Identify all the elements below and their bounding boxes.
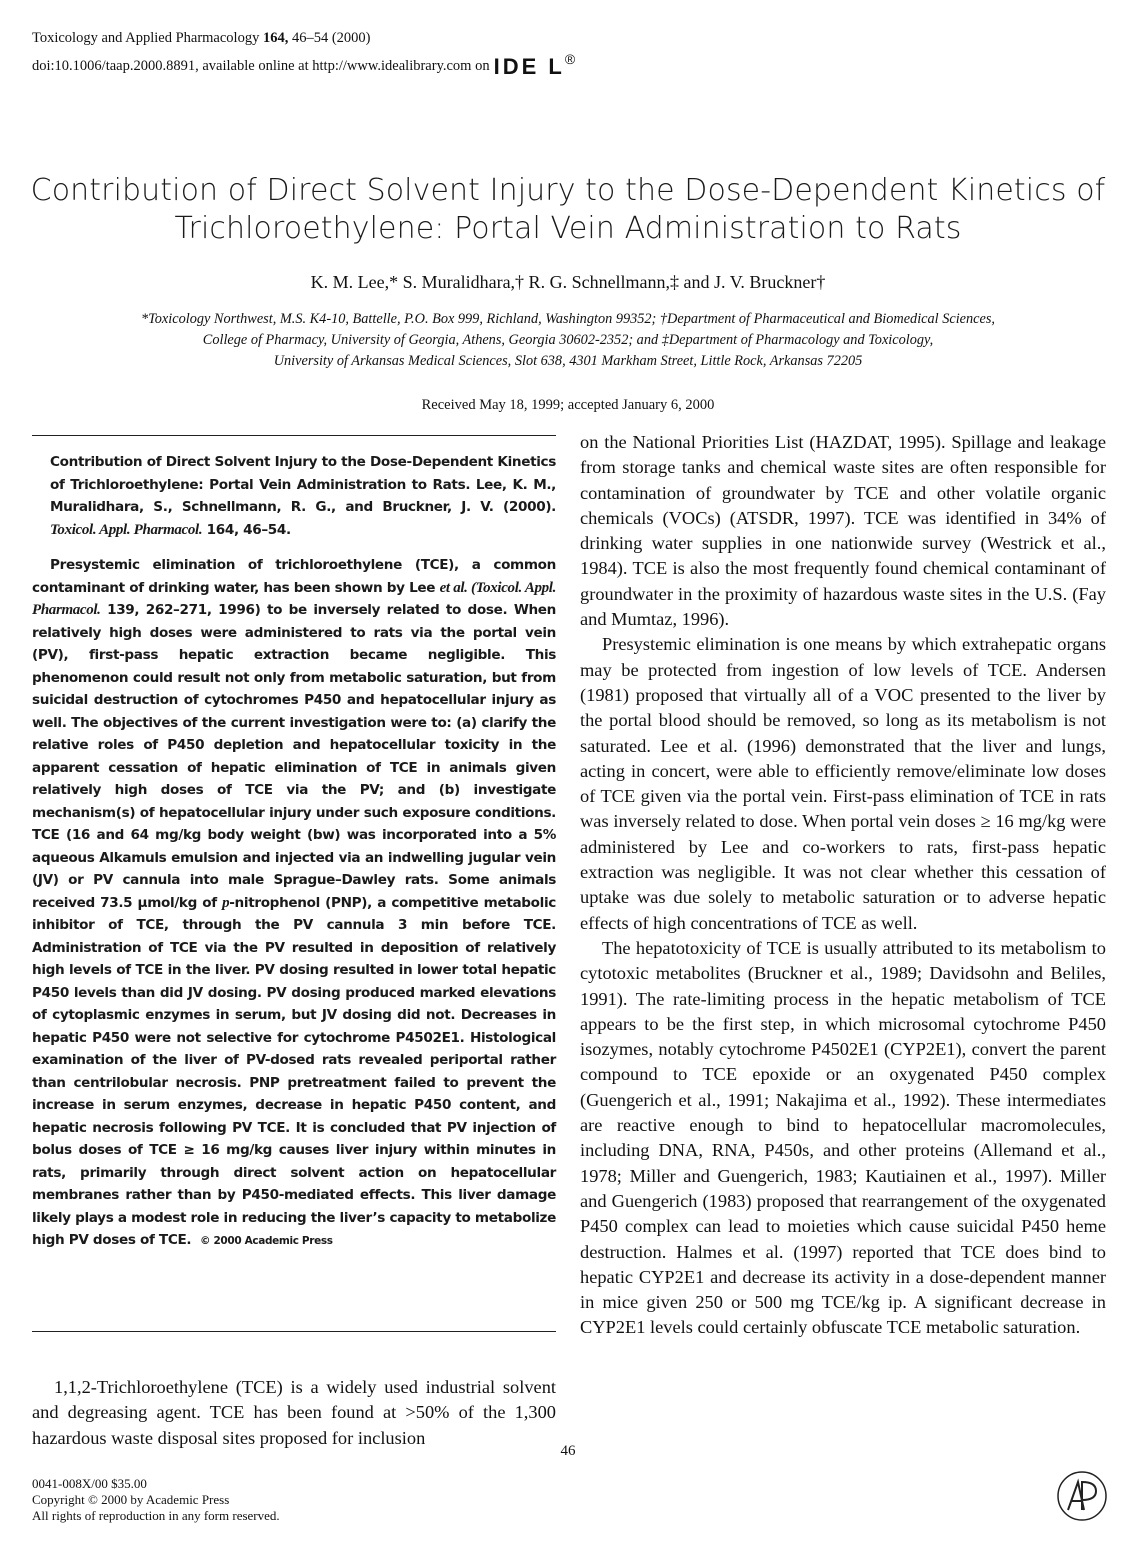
received-dates: Received May 18, 1999; accepted January 6, 2000 bbox=[421, 397, 715, 413]
right-column-text bbox=[580, 430, 1106, 1341]
abstract-copyright: © 2000 Academic Press bbox=[200, 1235, 333, 1247]
intro-paragraph-left: 1,1,2-Trichloroethylene (TCE) is a widely used industrial solvent and degreasing agent. TCE has been found at >50% of the 1,300 hazardous waste disposal sites proposed for inclusion bbox=[32, 1377, 556, 1448]
author-list: K. M. Lee,* S. Muralidhara,† R. G. Schnellmann,‡ and J. V. Bruckner† bbox=[310, 272, 826, 292]
doi-line: doi:10.1006/taap.2000.8891, available online at http://www.idealibrary.com on IDE L® bbox=[32, 51, 576, 79]
abstract-citation: Contribution of Direct Solvent Injury to the Dose-Dependent Kinetics of Trichloroethylene: Portal Vein Administration to Rats. Lee, K. M., Muralidhara, S., Schnellmann, R. G., and Bruckner, J. V. (2000). Toxicol. Appl. Pharmacol. 164, 46–54. bbox=[50, 454, 556, 538]
article-title bbox=[0, 172, 1136, 248]
copyright-line: Copyright © 2000 by Academic Press bbox=[32, 1492, 230, 1507]
copyright-footer bbox=[32, 1476, 280, 1524]
academic-press-logo-icon bbox=[1056, 1470, 1108, 1527]
page-number: 46 bbox=[560, 1443, 576, 1459]
ideal-logo-icon: IDE L® bbox=[493, 51, 576, 79]
affiliations bbox=[0, 309, 1136, 372]
journal-abbrev: Toxicol. Appl. Pharmacol. bbox=[50, 521, 203, 538]
issn-price: 0041-008X/00 $35.00 bbox=[32, 1476, 147, 1491]
right-paragraph-1: on the National Priorities List (HAZDAT, 1995). Spillage and leakage from storage tanks and chemical waste sites are often responsible for contamination of groundwater by TCE and other volatile organic chemicals (VOCs) (ATSDR, 1997). TCE was identified in 34% of drinking water supplies in one nationwide survey (Westrick et al., 1984). TCE is also the most frequently found chemical contaminant of groundwater in the proximity of hazardous waste sites in the U.S. (Fay and Mumtaz, 1996). bbox=[580, 432, 1106, 630]
affiliation-line-2: College of Pharmacy, University of Georgia, Athens, Georgia 30602-2352; and ‡Department of Pharmacology and Toxicology, bbox=[202, 332, 934, 348]
title-line-1: Contribution of Direct Solvent Injury to the Dose-Dependent Kinetics of bbox=[30, 173, 1106, 208]
journal-header bbox=[32, 28, 732, 77]
title-line-2: Trichloroethylene: Portal Vein Administration to Rats bbox=[174, 211, 962, 246]
journal-volume: 164, bbox=[262, 30, 289, 46]
right-paragraph-3: The hepatotoxicity of TCE is usually attributed to its metabolism to cytotoxic metabolites (Bruckner et al., 1989; Davidsohn and Beliles, 1991). The rate-limiting process in the hepatic metabolism of TCE appears to be the first step, in which microsomal cytochrome P450 isozymes, notably cytochrome P4502E1 (CYP2E1), convert the parent compound to TCE epoxide or an oxygenated P450 complex (Guengerich et al., 1991; Nakajima et al., 1992). These intermediates are reactive enough to bind to hepatocellular macromolecules, including DNA, RNA, P450s, and other proteins (Allemand et al., 1978; Miller and Guengerich, 1983; Kautiainen et al., 1997). Miller and Guengerich (1983) proposed that rearrangement of the oxygenated P450 complex can lead to moieties which cause suicidal P450 heme destruction. Halmes et al. (1997) reported that TCE does bind to hepatic CYP2E1 and decrease its activity in a dose-dependent manner in mice given 250 or 500 mg TCE/kg ip. A significant decrease in CYP2E1 levels could certainly obfuscate TCE metabolic saturation. bbox=[580, 937, 1106, 1338]
affiliation-line-1: *Toxicology Northwest, M.S. K4-10, Battelle, P.O. Box 999, Richland, Washington 99352; †Department of Pharmaceutical and Biomedical Sciences, bbox=[141, 311, 995, 327]
journal-citation-line: Toxicology and Applied Pharmacology 164, 46–54 (2000) bbox=[32, 30, 371, 46]
rights-line: All rights of reproduction in any form reserved. bbox=[32, 1508, 280, 1523]
abstract-box bbox=[32, 435, 556, 1332]
abstract-body: Presystemic elimination of trichloroethylene (TCE), a common contaminant of drinking water, has been shown by Lee et al. (Toxicol. Appl. Pharmacol. 139, 262–271, 1996) to be inversely related to dose. When relatively high doses were administered to rats via the portal vein (PV), first-pass hepatic extraction became negligible. This phenomenon could result not only from metabolic saturation, but from suicidal destruction of cytochromes P450 and hepatocellular injury as well. The objectives of the current investigation were to: (a) clarify the relative roles of P450 depletion and hepatocellular toxicity in the apparent cessation of hepatic elimination of TCE in animals given relatively high doses of TCE via the PV; and (b) investigate mechanism(s) of hepatocellular injury under such exposure conditions. TCE (16 and 64 mg/kg body weight (bw) was incorporated into a 5% aqueous Alkamuls emulsion and injected via an indwelling jugular vein (JV) or PV cannula into male Sprague–Dawley rats. Some animals received 73.5 μmol/kg of p-nitrophenol (PNP), a competitive metabolic inhibitor of TCE, through the PV cannula 3 min before TCE. Administration of TCE via the PV resulted in deposition of relatively high levels of TCE in the liver. PV dosing resulted in lower total hepatic P450 levels than did JV dosing. PV dosing produced marked elevations of cytoplasmic enzymes in serum, but JV dosing did not. Decreases in hepatic P450 were not selective for cytochrome P4502E1. Histological examination of the liver of PV-dosed rats revealed periportal rather than centrilobular necrosis. PNP pretreatment failed to prevent the increase in serum enzymes, decrease in hepatic P450 content, and hepatic necrosis following PV TCE. It is concluded that PV injection of bolus doses of TCE ≥ 16 mg/kg causes liver injury within minutes in rats, primarily through direct solvent action on hepatocellular membranes rather than by P450-mediated effects. This liver damage likely plays a modest role in reducing the liver’s capacity to metabolize high PV doses of TCE. © 2000 Academic Press bbox=[32, 557, 556, 1248]
affiliation-line-3: University of Arkansas Medical Sciences, Slot 638, 4301 Markham Street, Little Rock, Arkansas 72205 bbox=[273, 353, 863, 369]
right-paragraph-2: Presystemic elimination is one means by which extrahepatic organs may be protected from ingestion of low levels of TCE. Andersen (1981) proposed that virtually all of a VOC presented to the liver by the portal blood should be removed, so long as its metabolism is not saturated. Lee et al. (1996) demonstrated that the liver and lungs, acting in concert, were able to efficiently remove/eliminate low doses of TCE given via the portal vein. First-pass elimination of TCE in rats was inversely related to dose. When portal vein doses ≥ 16 mg/kg were administered by Lee and co-workers to rats, first-pass hepatic extraction was negligible. It was not clear whether this cessation of uptake was due solely to metabolic saturation or to adverse hepatic effects of high concentrations of TCE as well. bbox=[580, 634, 1106, 933]
